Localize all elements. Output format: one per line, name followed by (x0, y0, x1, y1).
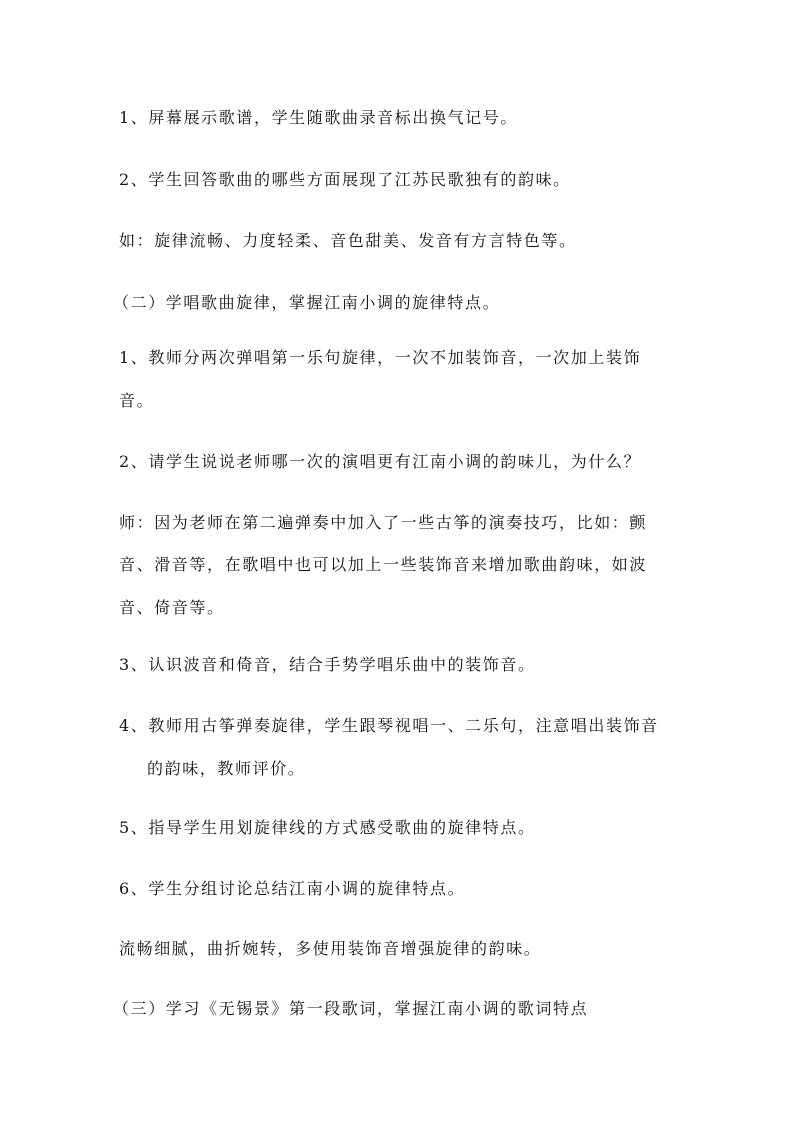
section-heading: （三）学习《无锡景》第一段歌词，掌握江南小调的歌词特点 (113, 999, 589, 1018)
text-line: 2、学生回答歌曲的哪些方面展现了江苏民歌独有的韵味。 (119, 170, 571, 189)
text-line: 音、滑音等，在歌唱中也可以加上一些装饰音来增加歌曲韵味，如波 (119, 555, 648, 574)
text-line: 如：旋律流畅、力度轻柔、音色甜美、发音有方言特色等。 (119, 231, 577, 250)
text-line: 3、认识波音和倚音，结合手势学唱乐曲中的装饰音。 (119, 655, 536, 674)
text-line: 的韵味，教师评价。 (147, 759, 306, 778)
text-line: 流畅细腻，曲折婉转，多使用装饰音增强旋律的韵味。 (119, 939, 542, 958)
text-line: 师：因为老师在第二遍弹奏中加入了一些古筝的演奏技巧，比如：颤 (119, 513, 648, 532)
text-line: 5、指导学生用划旋律线的方式感受歌曲的旋律特点。 (119, 818, 536, 837)
text-line: 音、倚音等。 (119, 598, 225, 617)
text-line: 4、教师用古筝弹奏旋律，学生跟琴视唱一、二乐句，注意唱出装饰音 (119, 716, 659, 735)
text-line: 6、学生分组讨论总结江南小调的旋律特点。 (119, 879, 466, 898)
text-line: 1、教师分两次弹唱第一乐句旋律，一次不加装饰音，一次加上装饰 (119, 348, 642, 367)
text-line: 音。 (119, 391, 155, 410)
text-line: 2、请学生说说老师哪一次的演唱更有江南小调的韵味儿，为什么？ (119, 452, 642, 471)
section-heading: （二）学唱歌曲旋律，掌握江南小调的旋律特点。 (113, 293, 501, 312)
text-line: 1、屏幕展示歌谱，学生随歌曲录音标出换气记号。 (119, 108, 518, 127)
